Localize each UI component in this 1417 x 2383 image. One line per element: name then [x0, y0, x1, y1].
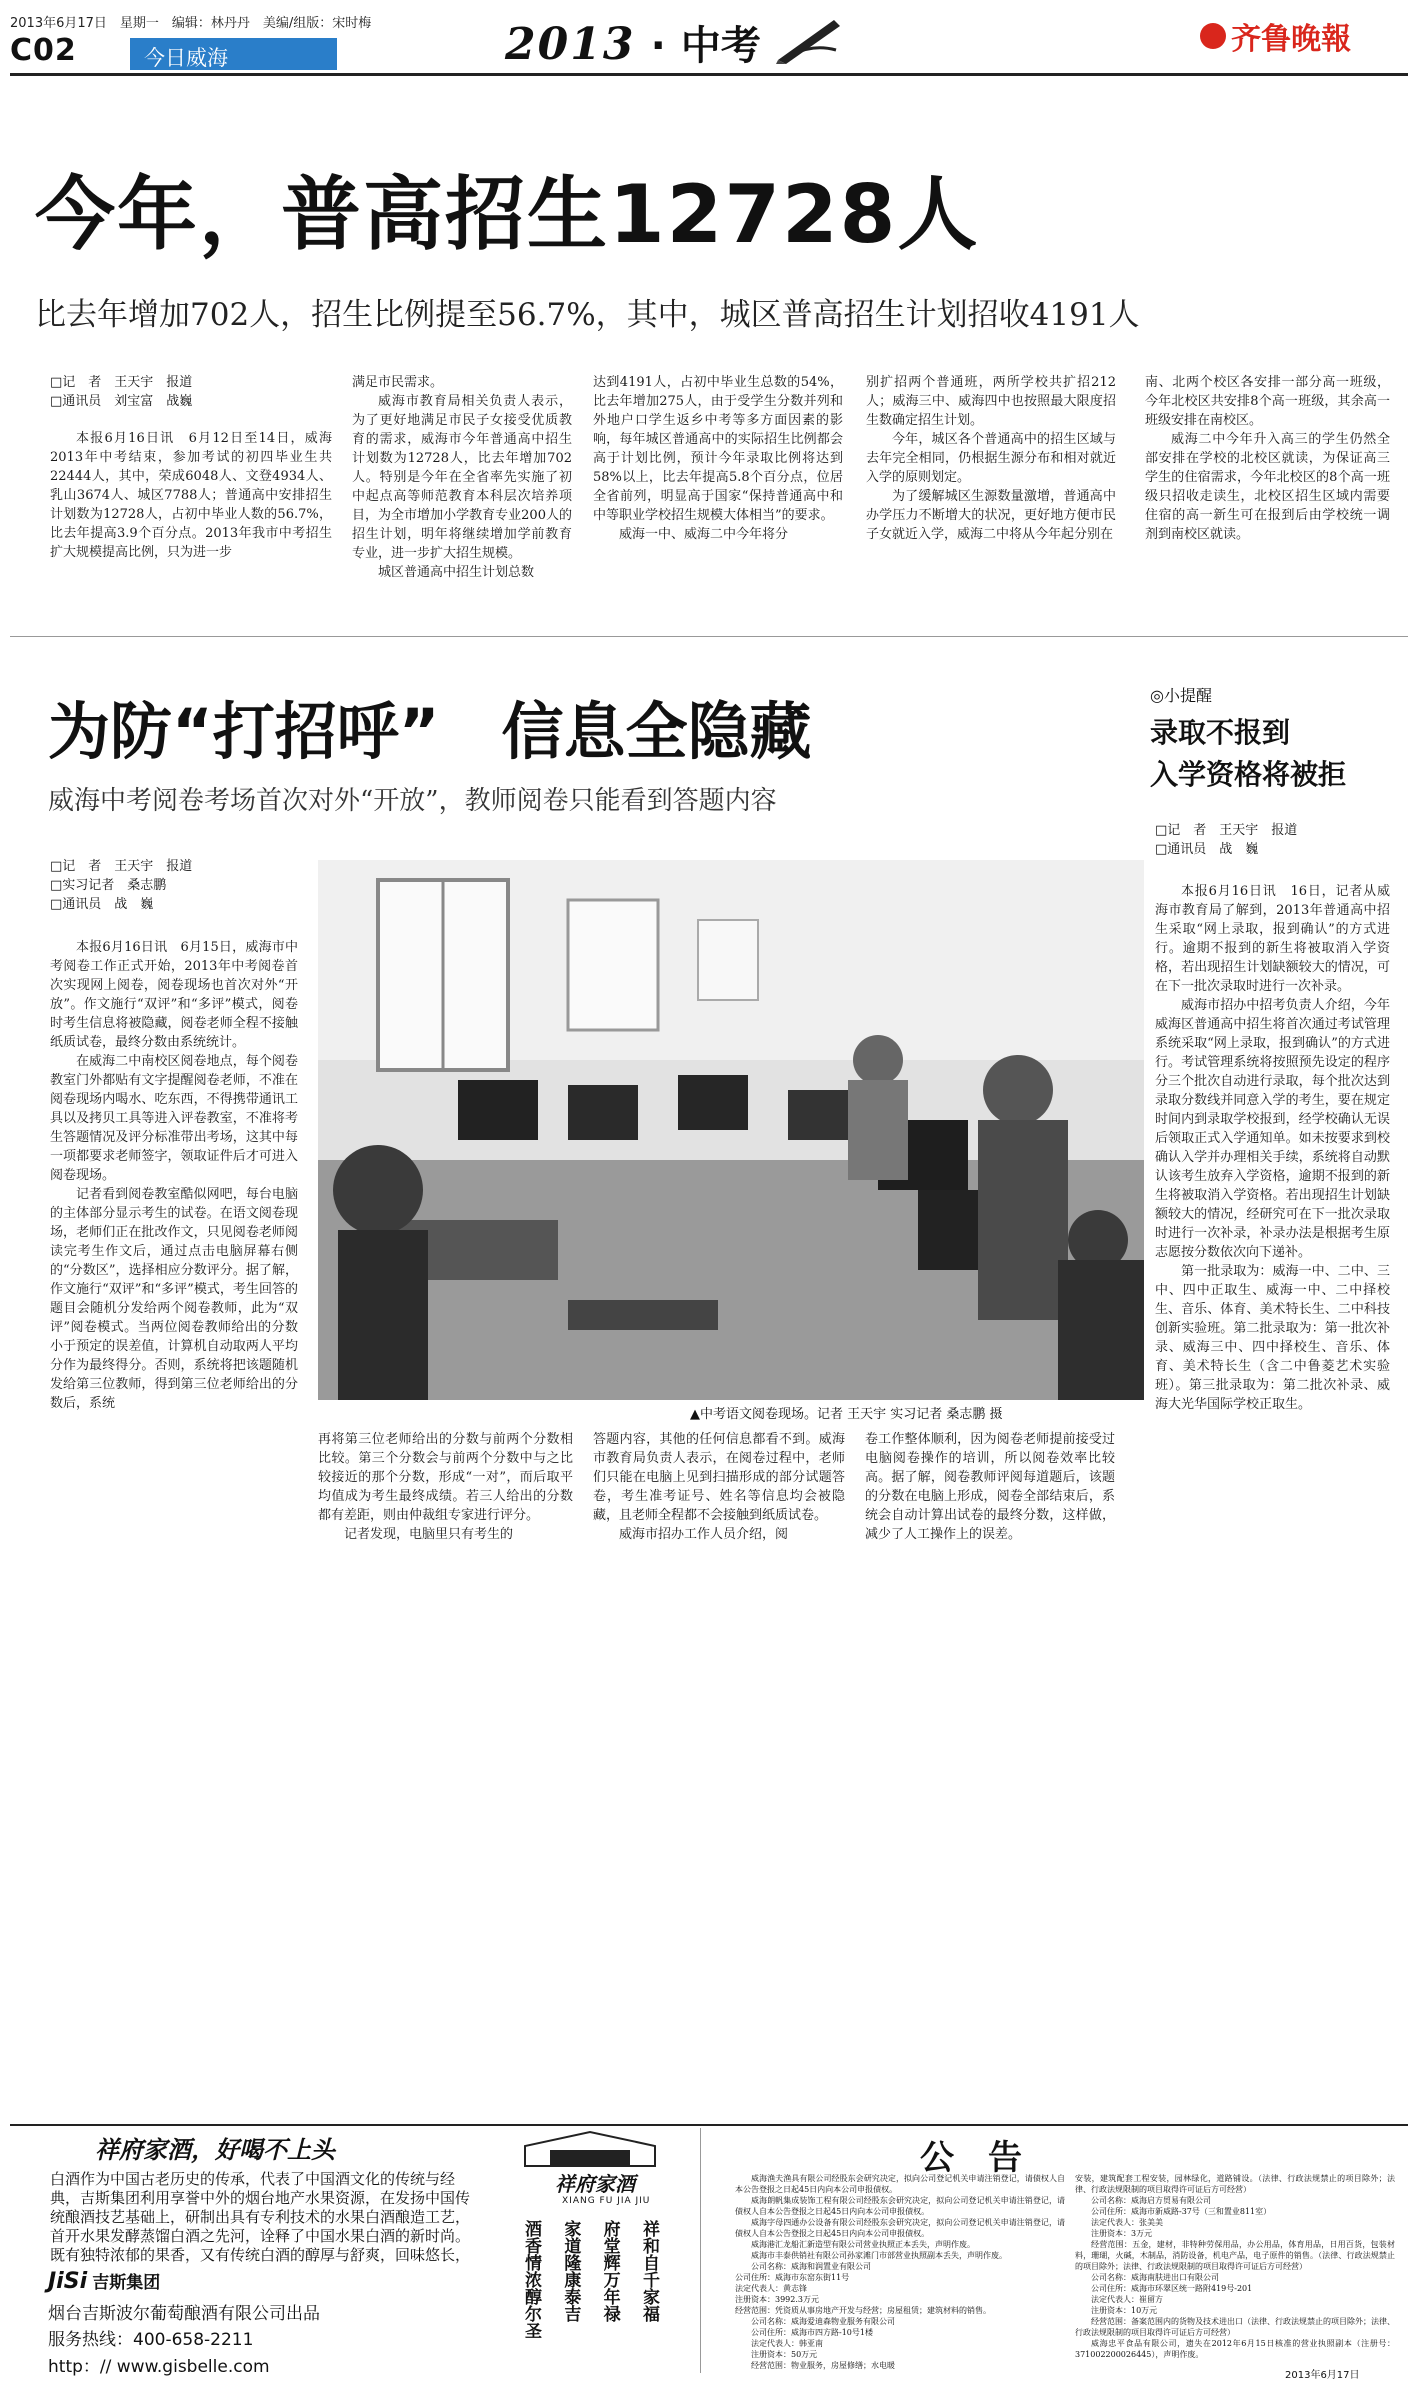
poem-column: 府堂辉万年禄 — [599, 2220, 620, 2322]
notice-paragraph: 法定代表人：韩亚南 — [751, 2339, 823, 2348]
poem-column: 酒香情浓醇尔圣 — [521, 2220, 541, 2339]
section-label: 今日威海 — [144, 46, 228, 70]
brand-name: 吉斯集团 — [92, 2273, 161, 2293]
paragraph: 再将第三位老师给出的分数与前两个分数相比较。第三个分数会与前两个分数中与之比较接近的那个分数，形成“一对”，而后取平均值成为考生最终成绩。若三人给出的分数都有差距，则由仲裁组专家进行评分。 — [318, 1432, 573, 1523]
ad-hotline: 服务热线：400-658-2211 — [48, 2330, 254, 2350]
article2-subhead: 威海中考阅卷考场首次对外“开放”，教师阅卷只能看到答题内容 — [48, 786, 777, 816]
article1-subhead: 比去年增加702人，招生比例提至56.7%，其中，城区普高招生计划招收4191人 — [35, 297, 1140, 333]
notice-paragraph: 公司名称：威海和润置业有限公司 — [751, 2262, 871, 2271]
notice-paragraph: 公司名称：威海启方贸易有限公司 — [1091, 2196, 1211, 2205]
notice-paragraph: 注册资本：3万元 — [1091, 2229, 1153, 2238]
paragraph: 南、北两个校区各安排一部分高一班级，今年北校区共安排8个高一班级，其余高一班级安排在南校区。 — [1145, 375, 1390, 428]
notice-paragraph: 公司住所：威海市环翠区统一路附419号-201 — [1091, 2284, 1253, 2293]
paragraph: 威海市招办工作人员介绍，阅 — [619, 1527, 789, 1542]
notice-paragraph: 公司住所：威海市新威路-37号（三和置业811室） — [1091, 2207, 1272, 2216]
paragraph: 威海一中、威海二中今年将分 — [619, 527, 789, 542]
paragraph: 本报6月16日讯 6月15日，威海市中考阅卷工作正式开始，2013年中考阅卷首次实现网上阅卷，阅卷现场也首次对外“开放”。作文施行“双评”和“多评”模式，阅卷时考生信息将被隐藏，阅卷老师全程不接触纸质试卷，最终分数由系统统计。 — [50, 940, 298, 1050]
liquor-bottle-image — [505, 2128, 675, 2168]
notice-paragraph: 注册资本：10万元 — [1091, 2306, 1158, 2315]
article2-left-col — [50, 938, 298, 2048]
notice-date: 2013年6月17日 — [1285, 2370, 1360, 2381]
paragraph: 为了缓解城区生源数量激增，普通高中办学压力不断增大的状况，更好地方便市民子女就近入学，威海二中将从今年起分别在 — [866, 489, 1116, 542]
notice-paragraph: 法定代表人：张美美 — [1091, 2218, 1163, 2227]
notice-paragraph: 威海字母四通办公设备有限公司经股东会研究决定，拟向公司登记机关申请注销登记，请债权人自本公告登报之日起45日内向本公司申报债权。 — [735, 2218, 1065, 2238]
paragraph: 记者发现，电脑里只有考生的 — [344, 1527, 514, 1542]
article1-col-1 — [50, 429, 332, 619]
page-code: C02 — [10, 33, 77, 68]
ad-notice-divider — [700, 2128, 701, 2373]
ad-product-title: 祥府家酒 — [555, 2172, 635, 2196]
notice-paragraph: 威海渔夫渔具有限公司经股东会研究决定，拟向公司登记机关申请注销登记，请债权人自本公告登报之日起45日内向本公司申报债权。 — [735, 2174, 1065, 2194]
paragraph: 别扩招两个普通班，两所学校共扩招212人；威海三中、威海四中也按照最大限度招生数确定招生计划。 — [866, 375, 1116, 428]
ad-brand — [48, 2268, 160, 2294]
paragraph: 城区普通高中招生计划总数 — [378, 565, 535, 580]
notice-paragraph: 公司名称：威海南肤进出口有限公司 — [1091, 2273, 1219, 2282]
newspaper-logo — [1200, 14, 1351, 58]
sidebar-tag: ◎小提醒 — [1150, 686, 1212, 705]
article1-col-2 — [352, 373, 572, 623]
ad-slogan: 祥府家酒，好喝不上头 — [95, 2135, 335, 2164]
section-badge — [130, 38, 337, 70]
paragraph: 在威海二中南校区阅卷地点，每个阅卷教室门外都贴有文字提醒阅卷老师，不准在阅卷现场内喝水、吃东西，不得携带通讯工具以及拷贝工具等进入评卷教室，不准将考生答题情况及评分标准带出考场，这其中每一项都要求老师签字，领取证件后才可进入阅卷现场。 — [50, 1054, 298, 1183]
notice-paragraph: 公司住所：威海市东窑东街11号 — [735, 2273, 850, 2282]
reading-room-photo — [318, 860, 1144, 1400]
sidebar-headline: 录取不报到 入学资格将被拒 — [1150, 716, 1347, 791]
article2-bottom-col-2 — [593, 1430, 845, 2050]
byline-line: □通讯员 刘宝富 战巍 — [50, 394, 193, 409]
ad-body: 白酒作为中国古老历史的传承，代表了中国酒文化的传统与经典，吉斯集团利用享誉中外的烟台地产水果资源，在发扬中国传统酿酒技艺基础上，研制出具有专利技术的水果白酒酿造工艺，首开水果发酵蒸馏白酒之先河，诠释了中国水果白酒的新时尚。既有独特浓郁的果香，又有传统白酒的醇厚与舒爽，回味悠长， — [50, 2170, 471, 2264]
banner-year: 2013 — [505, 19, 636, 70]
article2-bottom-col-1 — [318, 1430, 573, 2050]
article1-headline: 今年，普高招生12728人 — [35, 168, 980, 261]
newspaper-logo-icon — [1200, 23, 1226, 49]
notice-col-2 — [1075, 2173, 1395, 2363]
section-divider — [10, 636, 1408, 637]
ad-company: 烟台吉斯波尔葡萄酿酒有限公司出品 — [48, 2304, 320, 2324]
byline-line: □通讯员 战 巍 — [50, 897, 154, 912]
poem-column: 家道隆康泰吉 — [560, 2220, 581, 2322]
header-meta: 2013年6月17日 星期一 编辑：林丹丹 美编/组版：宋时梅 — [10, 16, 372, 31]
banner-topic: 中考 — [680, 23, 761, 69]
notice-paragraph: 经营范围：五金，建材，非特种劳保用品，办公用品，体育用品，日用百货，包装材料，珊瑚，火碱，木制品，消防设备，机电产品，电子原件的销售。（法律、行政法规禁止的项目除外；法律、行政法规限制的项目取得许可证后方可经营） — [1075, 2240, 1395, 2271]
notice-paragraph: 经营范围：凭资质从事房地产开发与经营；房屋租赁；建筑材料的销售。 — [735, 2306, 991, 2315]
notice-paragraph: 威海朗帆集成装饰工程有限公司经股东会研究决定，拟向公司登记机关申请注销登记，请债权人自本公告登报之日起45日内向本公司申报债权。 — [735, 2196, 1065, 2216]
notice-title: 公 告 — [920, 2138, 1022, 2178]
sidebar-byline — [1155, 821, 1395, 859]
notice-paragraph: 注册资本：50万元 — [751, 2350, 818, 2359]
article1-col-3 — [593, 373, 843, 623]
notice-paragraph: 威海忠平食品有限公司，遗失在2012年6月15日核准的营业执照副本（注册号：371002200026445），声明作废。 — [1075, 2339, 1395, 2359]
article1-col-5 — [1145, 373, 1390, 623]
notice-paragraph: 法定代表人：黄志锋 — [735, 2284, 807, 2293]
paragraph: 本报6月16日讯 6月12日至14日，威海2013年中考结束，参加考试的初四毕业生共22444人，其中，荣成6048人、文登4934人、乳山3674人、城区7788人；普通高中安排招生计划数为12728人，占初中毕业人数的56.7%，比去年提高3.9个百分点。2013年我市中考招生扩大规模提高比例，只为进一步 — [50, 431, 332, 560]
paragraph: 达到4191人，占初中毕业生总数的54%，比去年增加275人，由于受学生分数并列和外地户口学生返乡中考等多方面因素的影响，每年城区普通高中的实际招生比例都会高于计划比例，预计今年录取比例将达到58%以上，比去年提高5.8个百分点，位居全省前列，明显高于国家“保持普通高中和中等职业学校招生规模大体相当”的要求。 — [593, 375, 843, 523]
pen-icon — [774, 14, 844, 68]
ad-divider — [10, 2124, 1408, 2126]
notice-col-1 — [735, 2173, 1065, 2371]
notice-paragraph: 注册资本：3992.3万元 — [735, 2295, 819, 2304]
article2-byline — [50, 857, 310, 914]
ad-product-pinyin: XIANG FU JIA JIU — [562, 2196, 651, 2206]
paragraph: 卷工作整体顺利，因为阅卷老师提前接受过电脑阅卷操作的培训，所以阅卷效率比较高。据了解，阅卷教师评阅每道题后，该题的分数在电脑上形成，阅卷全部结束后，系统会自动计算出试卷的最终分数，这样做，减少了人工操作上的误差。 — [865, 1432, 1115, 1542]
article1-col-4 — [866, 373, 1116, 623]
paragraph: 满足市民需求。 — [352, 375, 444, 390]
notice-paragraph: 威海港汇龙船汇新造型有限公司营业执照正本丢失，声明作废。 — [751, 2240, 975, 2249]
notice-paragraph: 经营范围：物业服务，房屋修缮；水电暖 — [751, 2361, 895, 2370]
article2-headline: 为防“打招呼” 信息全隐藏 — [48, 695, 812, 768]
paragraph: 记者看到阅卷教室酷似网吧，每台电脑的主体部分显示考生的试卷。在语文阅卷现场，老师们正在批改作文，只见阅卷老师阅读完考生作文后，通过点击电脑屏幕右侧的“分数区”，选择相应分数评分。据了解，作文施行“双评”和“多评”模式，考生回答的题目会随机分发给两个阅卷教师，此为“双评”阅卷模式。当两位阅卷教师给出的分数小于预定的误差值，计算机自动取两人平均分作为最终得分。否则，系统将把该题随机发给第三位教师，得到第三位老师给出的分数后，系统 — [50, 1187, 298, 1411]
ad-website[interactable]: http：// www.gisbelle.com — [48, 2357, 270, 2377]
article2-bottom-col-3 — [865, 1430, 1115, 2050]
byline-line: □记 者 王天宇 报道 — [50, 859, 193, 874]
notice-paragraph: 法定代表人：崔留方 — [1091, 2295, 1163, 2304]
paragraph: 答题内容，其他的任何信息都看不到。威海市教育局负责人表示，在阅卷过程中，老师们只能在电脑上见到扫描形成的部分试题答卷，考生准考证号、姓名等信息均会被隐藏，且老师全程都不会接触到纸质试卷。 — [593, 1432, 845, 1523]
notice-paragraph: 公司住所：威海市四方路-10号1楼 — [751, 2328, 873, 2337]
paragraph: 今年，城区各个普通高中的招生区域与去年完全相同，仍根据生源分布和相对就近入学的原则划定。 — [866, 432, 1116, 485]
paragraph: 威海市招办中招考负责人介绍，今年威海区普通高中招生将首次通过考试管理系统采取“网上录取，报到确认”的方式进行。考试管理系统将按照预先设定的程序分三个批次自动进行录取，每个批次达到录取分数线并同意入学的考生，要在规定时间内到录取学校报到，经学校确认无误后领取正式入学通知单。如未按要求到校确认入学并办理相关手续，系统将自动默认该考生放弃入学资格，逾期不报到的新生将被取消入学资格。若出现招生计划缺额较大的情况，经研究可在下一批次录取时进行一次补录，补录办法是根据考生原志愿按分数依次向下递补。 — [1155, 998, 1390, 1260]
byline-line: □通讯员 战 巍 — [1155, 842, 1259, 857]
article1-byline — [50, 373, 290, 411]
paragraph: 威海二中今年升入高三的学生仍然全部安排在学校的北校区就读，为保证高三学生的住宿需求，今年北校区的8个高一班级只招收走读生，北校区招生区域内需要住宿的高一新生可在报到后由学校统一调剂到南校区就读。 — [1145, 432, 1390, 542]
poem-column: 祥和自千家福 — [638, 2220, 659, 2322]
photo-caption: ▲中考语文阅卷现场。记者 王天宇 实习记者 桑志鹏 摄 — [690, 1407, 1003, 1422]
banner-dot: · — [650, 23, 666, 69]
jisi-logo: JiSi — [48, 2269, 88, 2294]
ad-poem — [520, 2220, 660, 2370]
byline-line: □实习记者 桑志鹏 — [50, 878, 167, 893]
paragraph: 第一批录取为：威海一中、二中、三中、四中正取生、威海一中、二中择校生、音乐、体育、美术特长生、二中科技创新实验班。第二批录取为：第一批次补录、威海三中、四中择校生、音乐、体育、美术特长生（含二中鲁菱艺术实验班）。第三批录取为：第二批次补录、威海大光华国际学校正取生。 — [1155, 1264, 1390, 1412]
sidebar-body — [1155, 882, 1390, 2112]
banner — [505, 14, 844, 70]
notice-paragraph: 经营范围：备案范围内的货物及技术进出口（法律、行政法规禁止的项目除外；法律、行政法规限制的项目取得许可证后方可经营） — [1075, 2317, 1395, 2337]
newspaper-name: 齐鲁晚報 — [1231, 22, 1352, 57]
byline-line: □记 者 王天宇 报道 — [1155, 823, 1298, 838]
notice-paragraph: 安装，建筑配套工程安装，园林绿化，道路铺设。（法律、行政法规禁止的项目除外；法律、行政法规限制的项目取得许可证后方可经营） — [1075, 2174, 1395, 2194]
header-rule — [10, 73, 1408, 76]
paragraph: 本报6月16日讯 16日，记者从威海市教育局了解到，2013年普通高中招生采取“网上录取，报到确认”的方式进行。逾期不报到的新生将被取消入学资格，若出现招生计划缺额较大的情况，可在下一批次录取时进行一次补录。 — [1155, 884, 1390, 994]
notice-paragraph: 公司名称：威海爱迪森物业服务有限公司 — [751, 2317, 895, 2326]
byline-line: □记 者 王天宇 报道 — [50, 375, 193, 390]
paragraph: 威海市教育局相关负责人表示，为了更好地满足市民子女接受优质教育的需求，威海市今年普通高中招生计划数为12728人，比去年增加702人。特别是今年在全省率先实施了初中起点高等师范教育本科层次培养项目，为全市增加小学教育专业200人的招生计划，明年将继续增加学前教育专业，进一步扩大招生规模。 — [352, 394, 572, 561]
notice-paragraph: 威海市丰泰供销社有限公司孙家滩门市部营业执照副本丢失，声明作废。 — [751, 2251, 1007, 2260]
